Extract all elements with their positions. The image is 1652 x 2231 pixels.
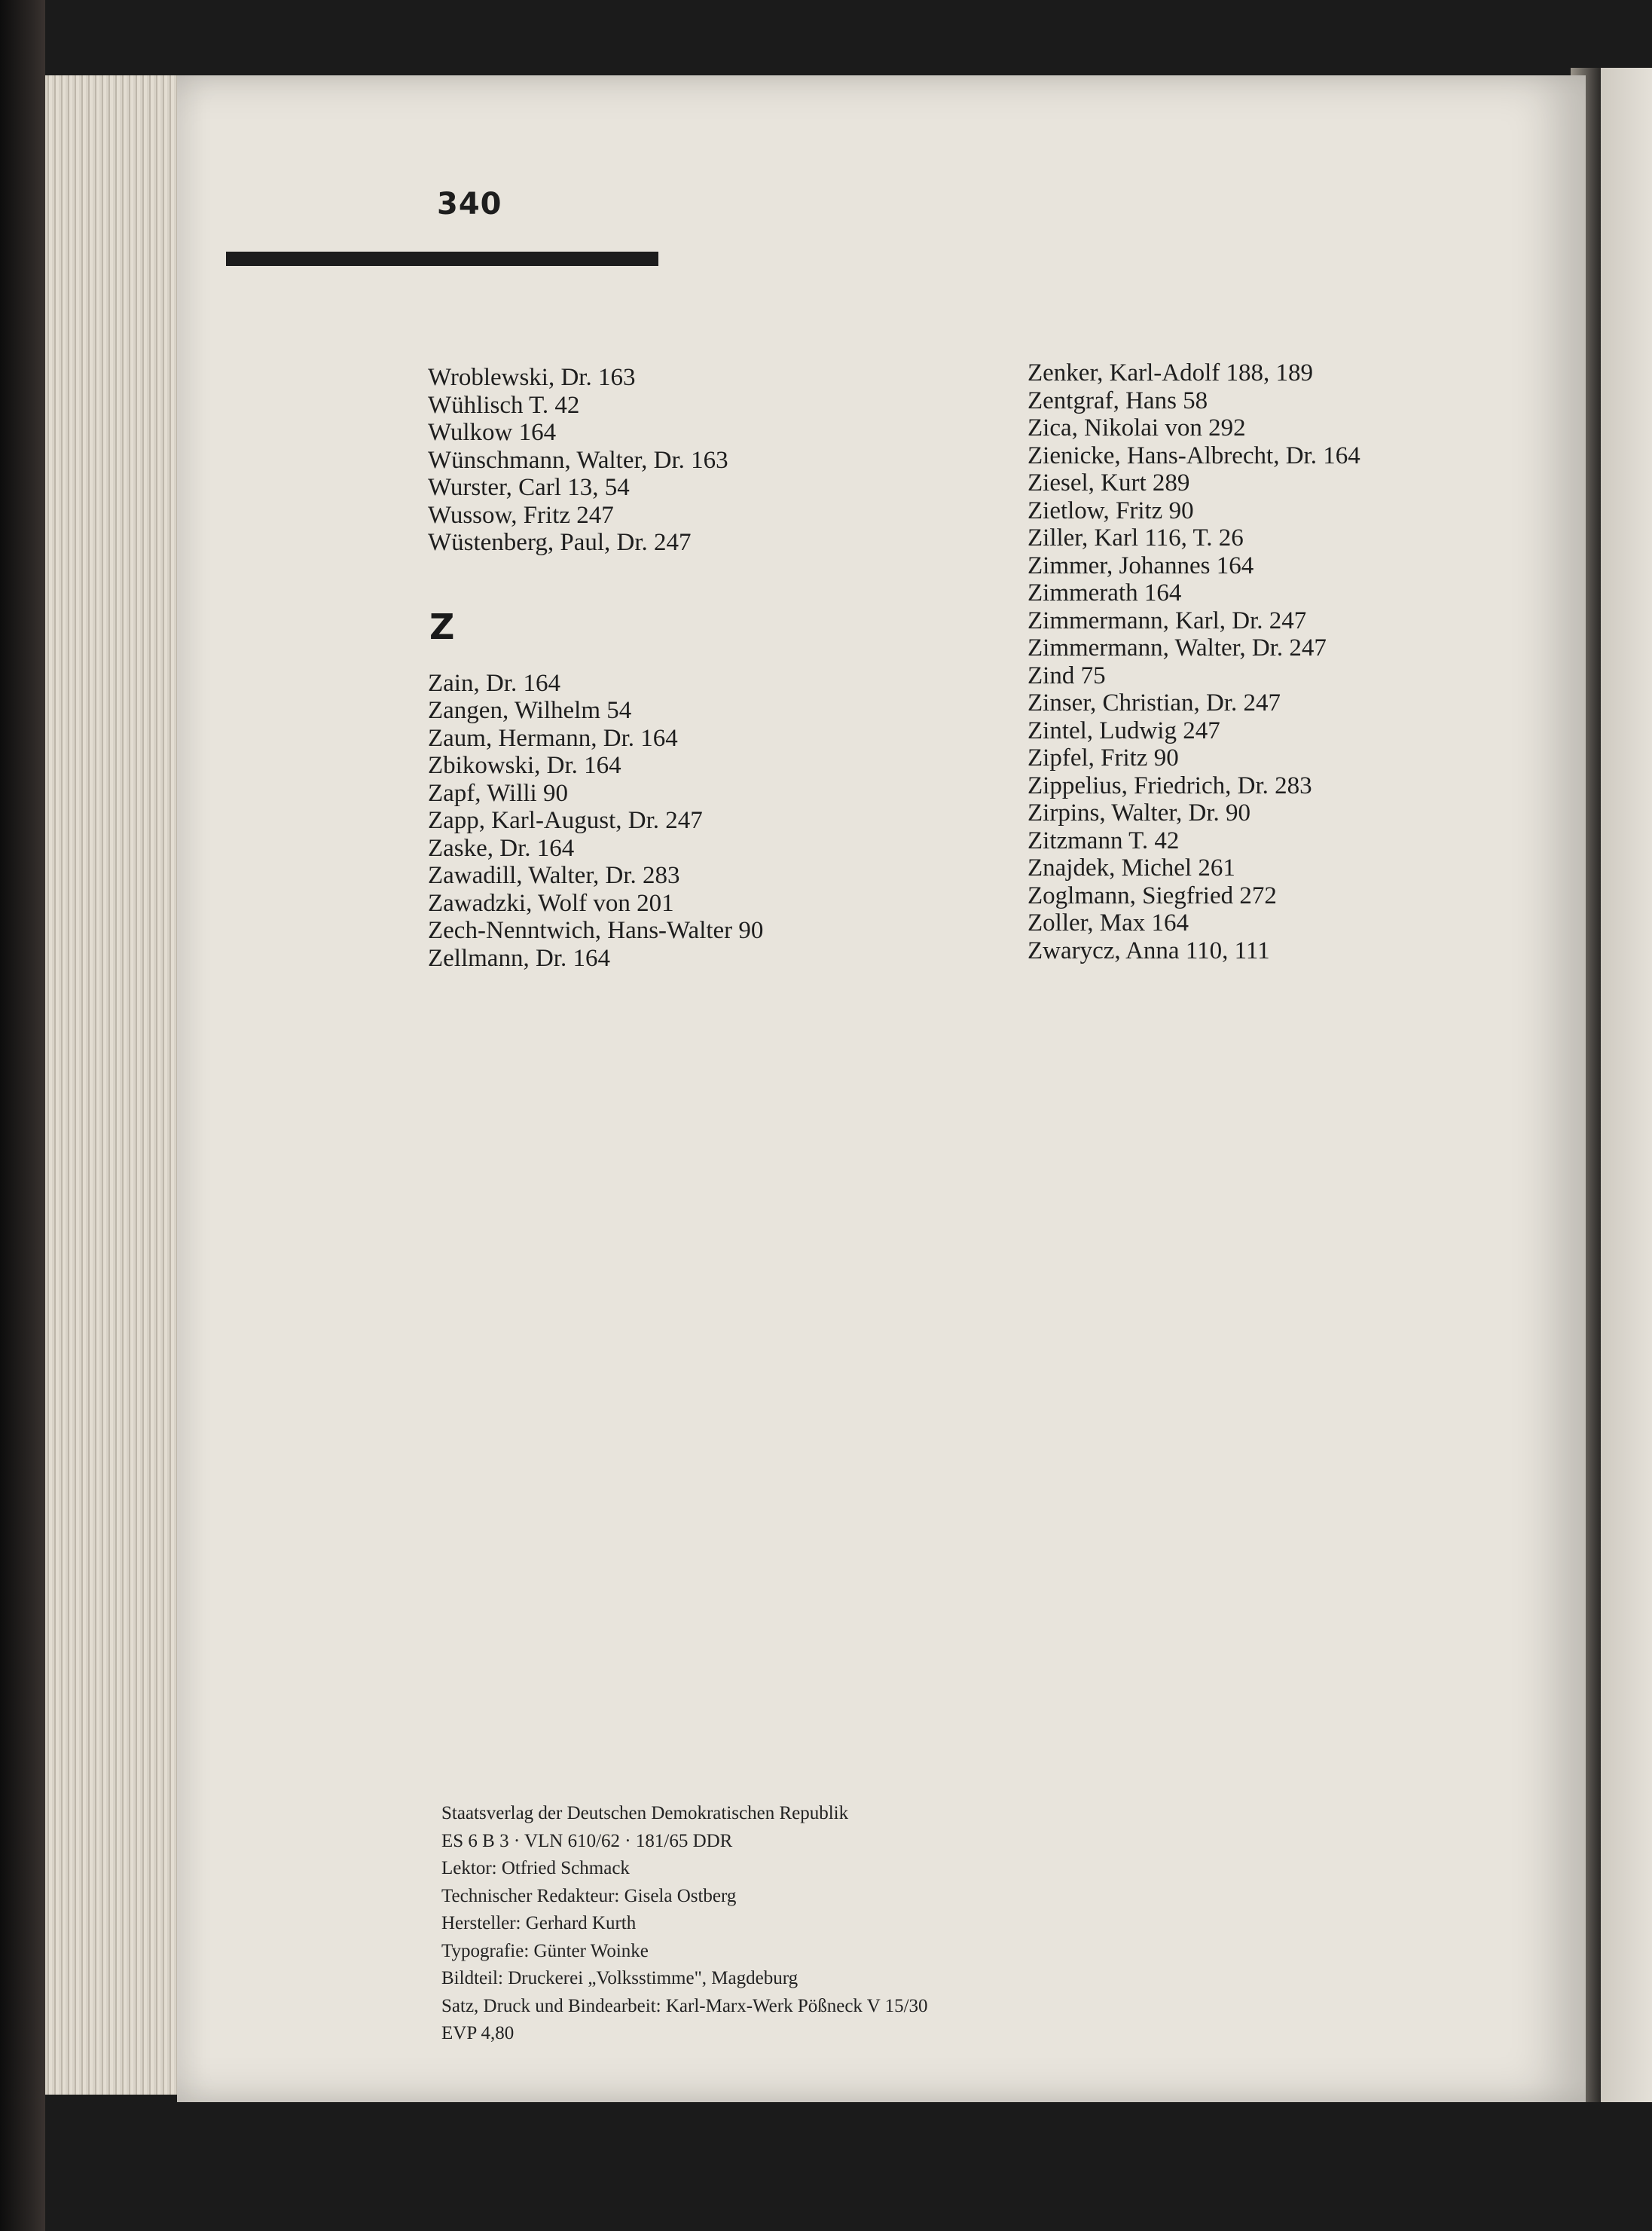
index-entry: Ziesel, Kurt 289: [1028, 469, 1190, 497]
index-entry: Zellmann, Dr. 164: [428, 944, 610, 972]
page-edges: [45, 75, 181, 2095]
colophon-line: Hersteller: Gerhard Kurth: [441, 1913, 637, 1933]
index-entry: Wurster, Carl 13, 54: [428, 474, 630, 501]
index-entry: Zimmermann, Walter, Dr. 247: [1028, 634, 1327, 662]
index-entry: Zienicke, Hans-Albrecht, Dr. 164: [1028, 442, 1360, 469]
index-entry: Zirpins, Walter, Dr. 90: [1028, 799, 1251, 827]
book-spine: [0, 0, 45, 2231]
index-entry: Wussow, Fritz 247: [428, 501, 614, 529]
colophon-line: Bildteil: Druckerei „Volksstimme", Magdeburg: [441, 1968, 799, 1988]
index-entry: Zwarycz, Anna 110, 111: [1028, 937, 1270, 964]
facing-page-edge: [1601, 68, 1652, 2102]
index-entry: Zawadzki, Wolf von 201: [428, 889, 674, 917]
colophon-line: Typografie: Günter Woinke: [441, 1940, 649, 1961]
index-entry: Zietlow, Fritz 90: [1028, 497, 1194, 524]
index-group-z: [428, 670, 895, 973]
index-entry: Zinser, Christian, Dr. 247: [1028, 689, 1281, 717]
index-entry: Zangen, Wilhelm 54: [428, 697, 632, 724]
index-entry: Wünschmann, Walter, Dr. 163: [428, 446, 728, 474]
colophon-line: EVP 4,80: [441, 2023, 515, 2043]
index-entry: Ziller, Karl 116, T. 26: [1028, 524, 1244, 552]
index-entry: Zica, Nikolai von 292: [1028, 414, 1246, 442]
index-entry: Zaske, Dr. 164: [428, 834, 575, 862]
index-entry: Wühlisch T. 42: [428, 391, 580, 419]
index-entry: Zintel, Ludwig 247: [1028, 717, 1220, 744]
colophon-line: Technischer Redakteur: Gisela Ostberg: [441, 1885, 737, 1906]
index-column-right: [1028, 359, 1570, 964]
index-entry: Zind 75: [1028, 662, 1106, 689]
index-entry: Zimmermann, Karl, Dr. 247: [1028, 607, 1307, 634]
index-group-w: [428, 364, 895, 557]
index-entry: Zech-Nenntwich, Hans-Walter 90: [428, 917, 764, 944]
section-letter-z: Z: [429, 606, 455, 647]
index-entry: Zoglmann, Siegfried 272: [1028, 882, 1277, 909]
index-entry: Zbikowski, Dr. 164: [428, 752, 621, 779]
index-entry: Zimmer, Johannes 164: [1028, 552, 1254, 579]
index-entry: Zippelius, Friedrich, Dr. 283: [1028, 772, 1312, 799]
index-entry: Wroblewski, Dr. 163: [428, 364, 636, 391]
colophon-line: Satz, Druck und Bindearbeit: Karl-Marx-Werk Pößneck V 15/30: [441, 1995, 928, 2016]
colophon: [441, 1800, 1119, 2048]
page-number: 340: [437, 187, 502, 222]
index-entry: Znajdek, Michel 261: [1028, 854, 1235, 882]
index-entry: Zoller, Max 164: [1028, 909, 1189, 937]
colophon-line: Lektor: Otfried Schmack: [441, 1858, 630, 1878]
index-entry: Zitzmann T. 42: [1028, 827, 1180, 854]
index-entry: Wulkow 164: [428, 419, 557, 446]
index-entry: Zapf, Willi 90: [428, 779, 568, 807]
colophon-line: Staatsverlag der Deutschen Demokratischen Republik: [441, 1803, 849, 1823]
index-entry: Zaum, Hermann, Dr. 164: [428, 724, 678, 752]
index-entry: Zentgraf, Hans 58: [1028, 387, 1208, 414]
colophon-line: ES 6 B 3 · VLN 610/62 · 181/65 DDR: [441, 1830, 733, 1851]
index-entry: Zain, Dr. 164: [428, 669, 560, 697]
index-entry: Zenker, Karl-Adolf 188, 189: [1028, 359, 1313, 387]
header-rule: [226, 252, 658, 266]
index-entry: Zapp, Karl-August, Dr. 247: [428, 807, 703, 834]
index-column-left: [428, 364, 895, 972]
index-entry: Wüstenberg, Paul, Dr. 247: [428, 529, 692, 556]
index-entry: Zimmerath 164: [1028, 579, 1182, 607]
index-entry: Zawadill, Walter, Dr. 283: [428, 862, 680, 889]
index-entry: Zipfel, Fritz 90: [1028, 744, 1179, 772]
